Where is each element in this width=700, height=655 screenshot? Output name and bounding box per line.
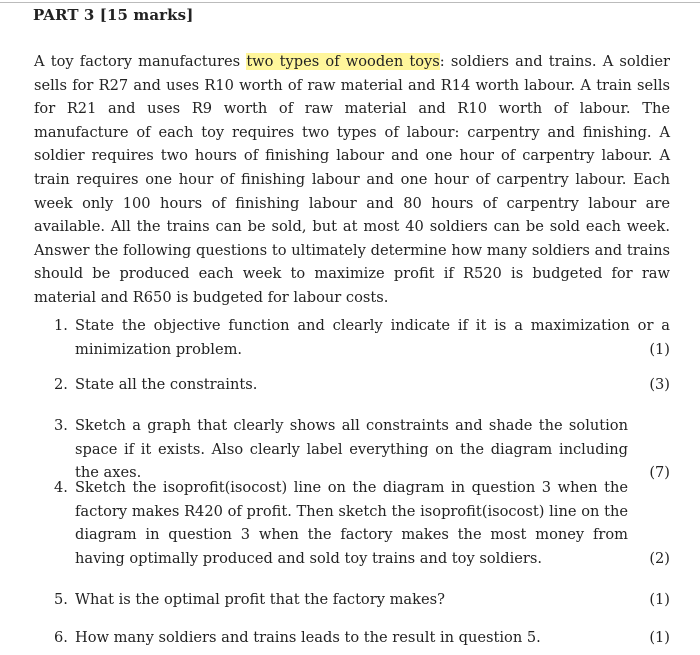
question-item bbox=[54, 373, 670, 397]
question-text: Sketch a graph that clearly shows all constraints and shade the solution space if it exists. Also clearly label everything on the diagram including the axes. bbox=[75, 417, 628, 482]
question-marks: (7) bbox=[649, 464, 670, 482]
problem-statement bbox=[34, 50, 670, 310]
question-text: State the objective function and clearly indicate if it is a maximization or a minimization problem. bbox=[75, 317, 670, 358]
highlighted-phrase: two types of wooden toys bbox=[246, 53, 440, 70]
question-number: 3. bbox=[54, 417, 68, 434]
question-text: What is the optimal profit that the factory makes? bbox=[75, 591, 445, 608]
question-number: 1. bbox=[54, 317, 68, 334]
question-number: 6. bbox=[54, 629, 68, 646]
question-item bbox=[54, 314, 670, 361]
intro-text-rest: : soldiers and trains. A soldier sells for R27 and uses R10 worth of raw material and R14 worth labour. A train sells for R21 and uses R9 worth of raw material and R10 worth of labour. The manufacture of each toy requires two types of labour: carpentry and finishing. A soldier requires two hours of finishing labour and one hour of carpentry labour. A train requires one hour of finishing labour and one hour of carpentry labour. Each week only 100 hours of finishing labour and 80 hours of carpentry labour are available. All the trains can be sold, but at most 40 soldiers can be sold each week. Answer the following questions to ultimately determine how many soldiers and trains should be produced each week to maximize profit if R520 is budgeted for raw material and R650 is budgeted for labour costs. bbox=[34, 53, 670, 306]
question-number: 2. bbox=[54, 376, 68, 393]
question-item bbox=[54, 414, 670, 485]
question-number: 5. bbox=[54, 591, 68, 608]
question-item bbox=[54, 476, 670, 570]
question-text: How many soldiers and trains leads to the result in question 5. bbox=[75, 629, 541, 646]
question-text: State all the constraints. bbox=[75, 376, 258, 393]
question-marks: (1) bbox=[649, 629, 670, 646]
section-heading: PART 3 [15 marks] bbox=[33, 6, 194, 24]
question-number: 4. bbox=[54, 479, 68, 496]
top-rule bbox=[0, 2, 700, 3]
question-item bbox=[54, 588, 670, 612]
question-marks: (2) bbox=[649, 549, 670, 567]
question-marks: (1) bbox=[649, 591, 670, 608]
question-marks: (1) bbox=[649, 340, 670, 358]
question-text: Sketch the isoprofit(isocost) line on the diagram in question 3 when the factory makes R420 of profit. Then sketch the isoprofit(isocost) line on the diagram in question 3 when the factory makes the most money from having optimally produced and sold toy trains and toy soldiers. bbox=[75, 479, 628, 567]
question-marks: (3) bbox=[649, 376, 670, 393]
intro-text-start: A toy factory manufactures bbox=[34, 53, 247, 70]
question-item bbox=[54, 626, 670, 650]
